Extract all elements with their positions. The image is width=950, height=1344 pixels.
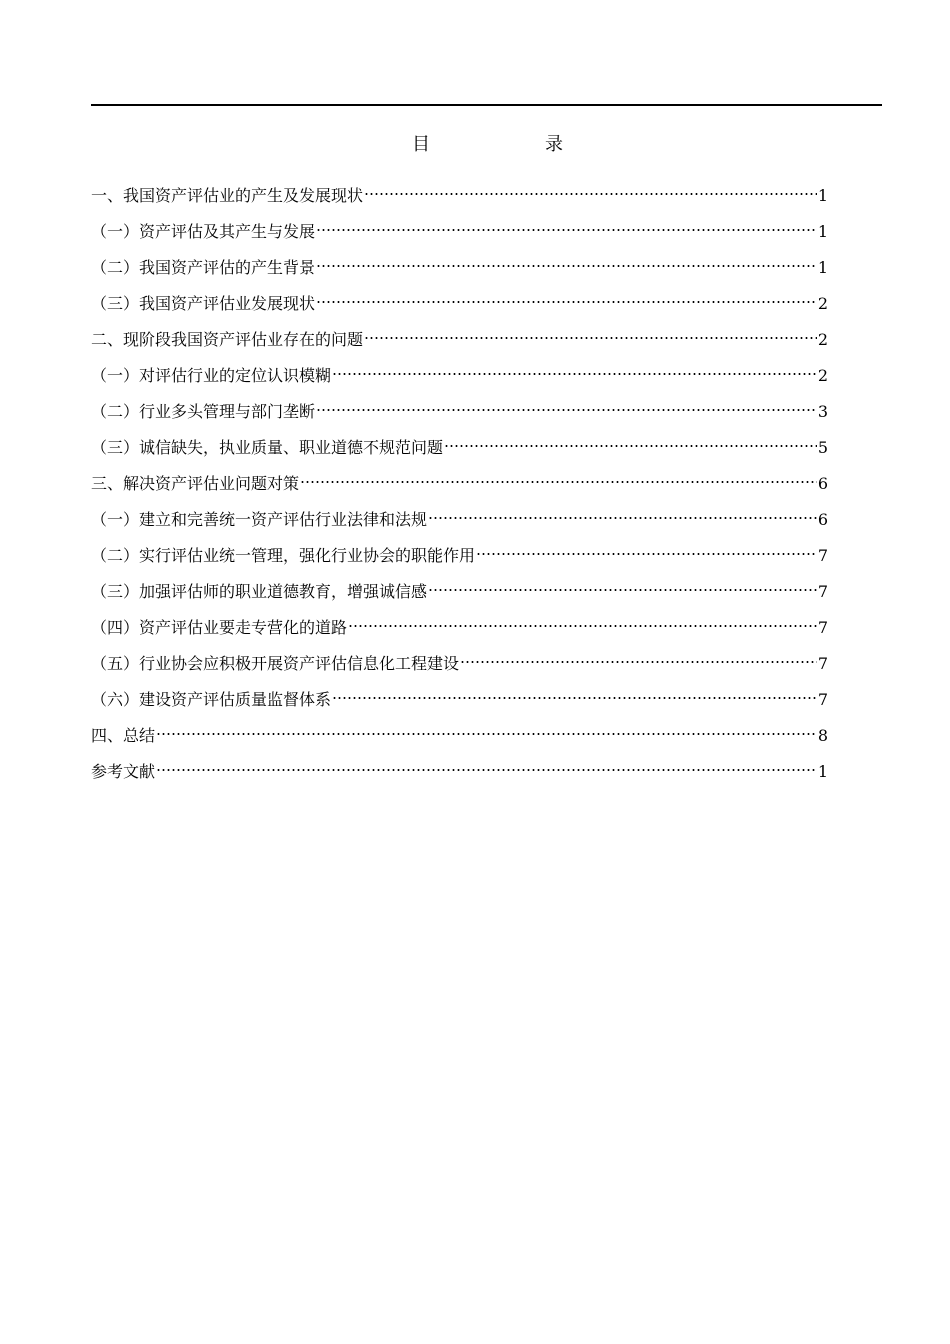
toc-entry-text: （一）对评估行业的定位认识模糊: [91, 366, 332, 385]
toc-entry-text: 参考文献: [91, 762, 156, 781]
toc-entry-text: （三）诚信缺失，执业质量、职业道德不规范问题: [91, 438, 444, 457]
toc-leader-dots: [300, 479, 817, 485]
toc-leader-dots: [316, 299, 817, 305]
toc-leader-dots: [364, 191, 817, 197]
toc-title-first-char: 目: [412, 134, 430, 155]
toc-entry-text: （五）行业协会应积极开展资产评估信息化工程建设: [91, 654, 460, 673]
toc-page-number: 6: [817, 474, 828, 493]
toc-entry-text: 四、总结: [91, 726, 156, 745]
toc-entry[interactable]: [91, 502, 828, 538]
toc-leader-dots: [316, 227, 817, 233]
toc-page-number: 7: [817, 618, 828, 637]
toc-page-number: 8: [817, 726, 828, 745]
toc-entry-text: （三）加强评估师的职业道德教育，增强诚信感: [91, 582, 428, 601]
toc-entry[interactable]: [91, 358, 828, 394]
toc-entry[interactable]: [91, 286, 828, 322]
toc-leader-dots: [348, 623, 817, 629]
toc-list: [91, 178, 828, 790]
toc-entry-text: 一、我国资产评估业的产生及发展现状: [91, 186, 364, 205]
toc-page-number: 7: [817, 654, 828, 673]
toc-entry-text: （六）建设资产评估质量监督体系: [91, 690, 332, 709]
toc-page-number: 3: [817, 402, 828, 421]
toc-leader-dots: [476, 551, 817, 557]
toc-page-number: 2: [817, 366, 828, 385]
toc-entry[interactable]: [91, 646, 828, 682]
toc-leader-dots: [364, 335, 817, 341]
toc-leader-dots: [428, 515, 817, 521]
toc-entry-text: （一）建立和完善统一资产评估行业法律和法规: [91, 510, 428, 529]
toc-entry[interactable]: [91, 322, 828, 358]
toc-entry-text: （二）行业多头管理与部门垄断: [91, 402, 316, 421]
toc-title: [380, 133, 600, 157]
toc-entry[interactable]: [91, 682, 828, 718]
toc-leader-dots: [156, 767, 817, 773]
toc-entry[interactable]: [91, 754, 828, 790]
toc-leader-dots: [332, 371, 817, 377]
toc-entry[interactable]: [91, 610, 828, 646]
toc-leader-dots: [316, 407, 817, 413]
toc-page-number: 1: [817, 186, 828, 205]
toc-page-number: 2: [817, 294, 828, 313]
toc-page-number: 5: [817, 438, 828, 457]
toc-leader-dots: [316, 263, 817, 269]
toc-page-number: 2: [817, 330, 828, 349]
toc-entry[interactable]: [91, 538, 828, 574]
toc-entry[interactable]: [91, 574, 828, 610]
toc-entry[interactable]: [91, 394, 828, 430]
toc-entry-text: （二）我国资产评估的产生背景: [91, 258, 316, 277]
toc-page-number: 6: [817, 510, 828, 529]
toc-leader-dots: [460, 659, 817, 665]
toc-entry-text: （四）资产评估业要走专营化的道路: [91, 618, 348, 637]
toc-entry[interactable]: [91, 250, 828, 286]
toc-entry-text: （三）我国资产评估业发展现状: [91, 294, 316, 313]
toc-title-second-char: 录: [545, 134, 563, 155]
toc-page-number: 7: [817, 546, 828, 565]
toc-page-number: 1: [817, 762, 828, 781]
toc-page-number: 1: [817, 222, 828, 241]
toc-page-number: 7: [817, 582, 828, 601]
toc-entry[interactable]: [91, 214, 828, 250]
header-rule: [91, 104, 882, 106]
toc-leader-dots: [156, 731, 817, 737]
toc-page-number: 1: [817, 258, 828, 277]
toc-entry[interactable]: [91, 178, 828, 214]
toc-entry[interactable]: [91, 718, 828, 754]
toc-leader-dots: [444, 443, 817, 449]
toc-entry-text: （一）资产评估及其产生与发展: [91, 222, 316, 241]
toc-entry-text: 二、现阶段我国资产评估业存在的问题: [91, 330, 364, 349]
toc-entry-text: （二）实行评估业统一管理，强化行业协会的职能作用: [91, 546, 476, 565]
toc-entry[interactable]: [91, 466, 828, 502]
toc-page-number: 7: [817, 690, 828, 709]
toc-entry[interactable]: [91, 430, 828, 466]
toc-leader-dots: [332, 695, 817, 701]
toc-leader-dots: [428, 587, 817, 593]
toc-entry-text: 三、解决资产评估业问题对策: [91, 474, 300, 493]
